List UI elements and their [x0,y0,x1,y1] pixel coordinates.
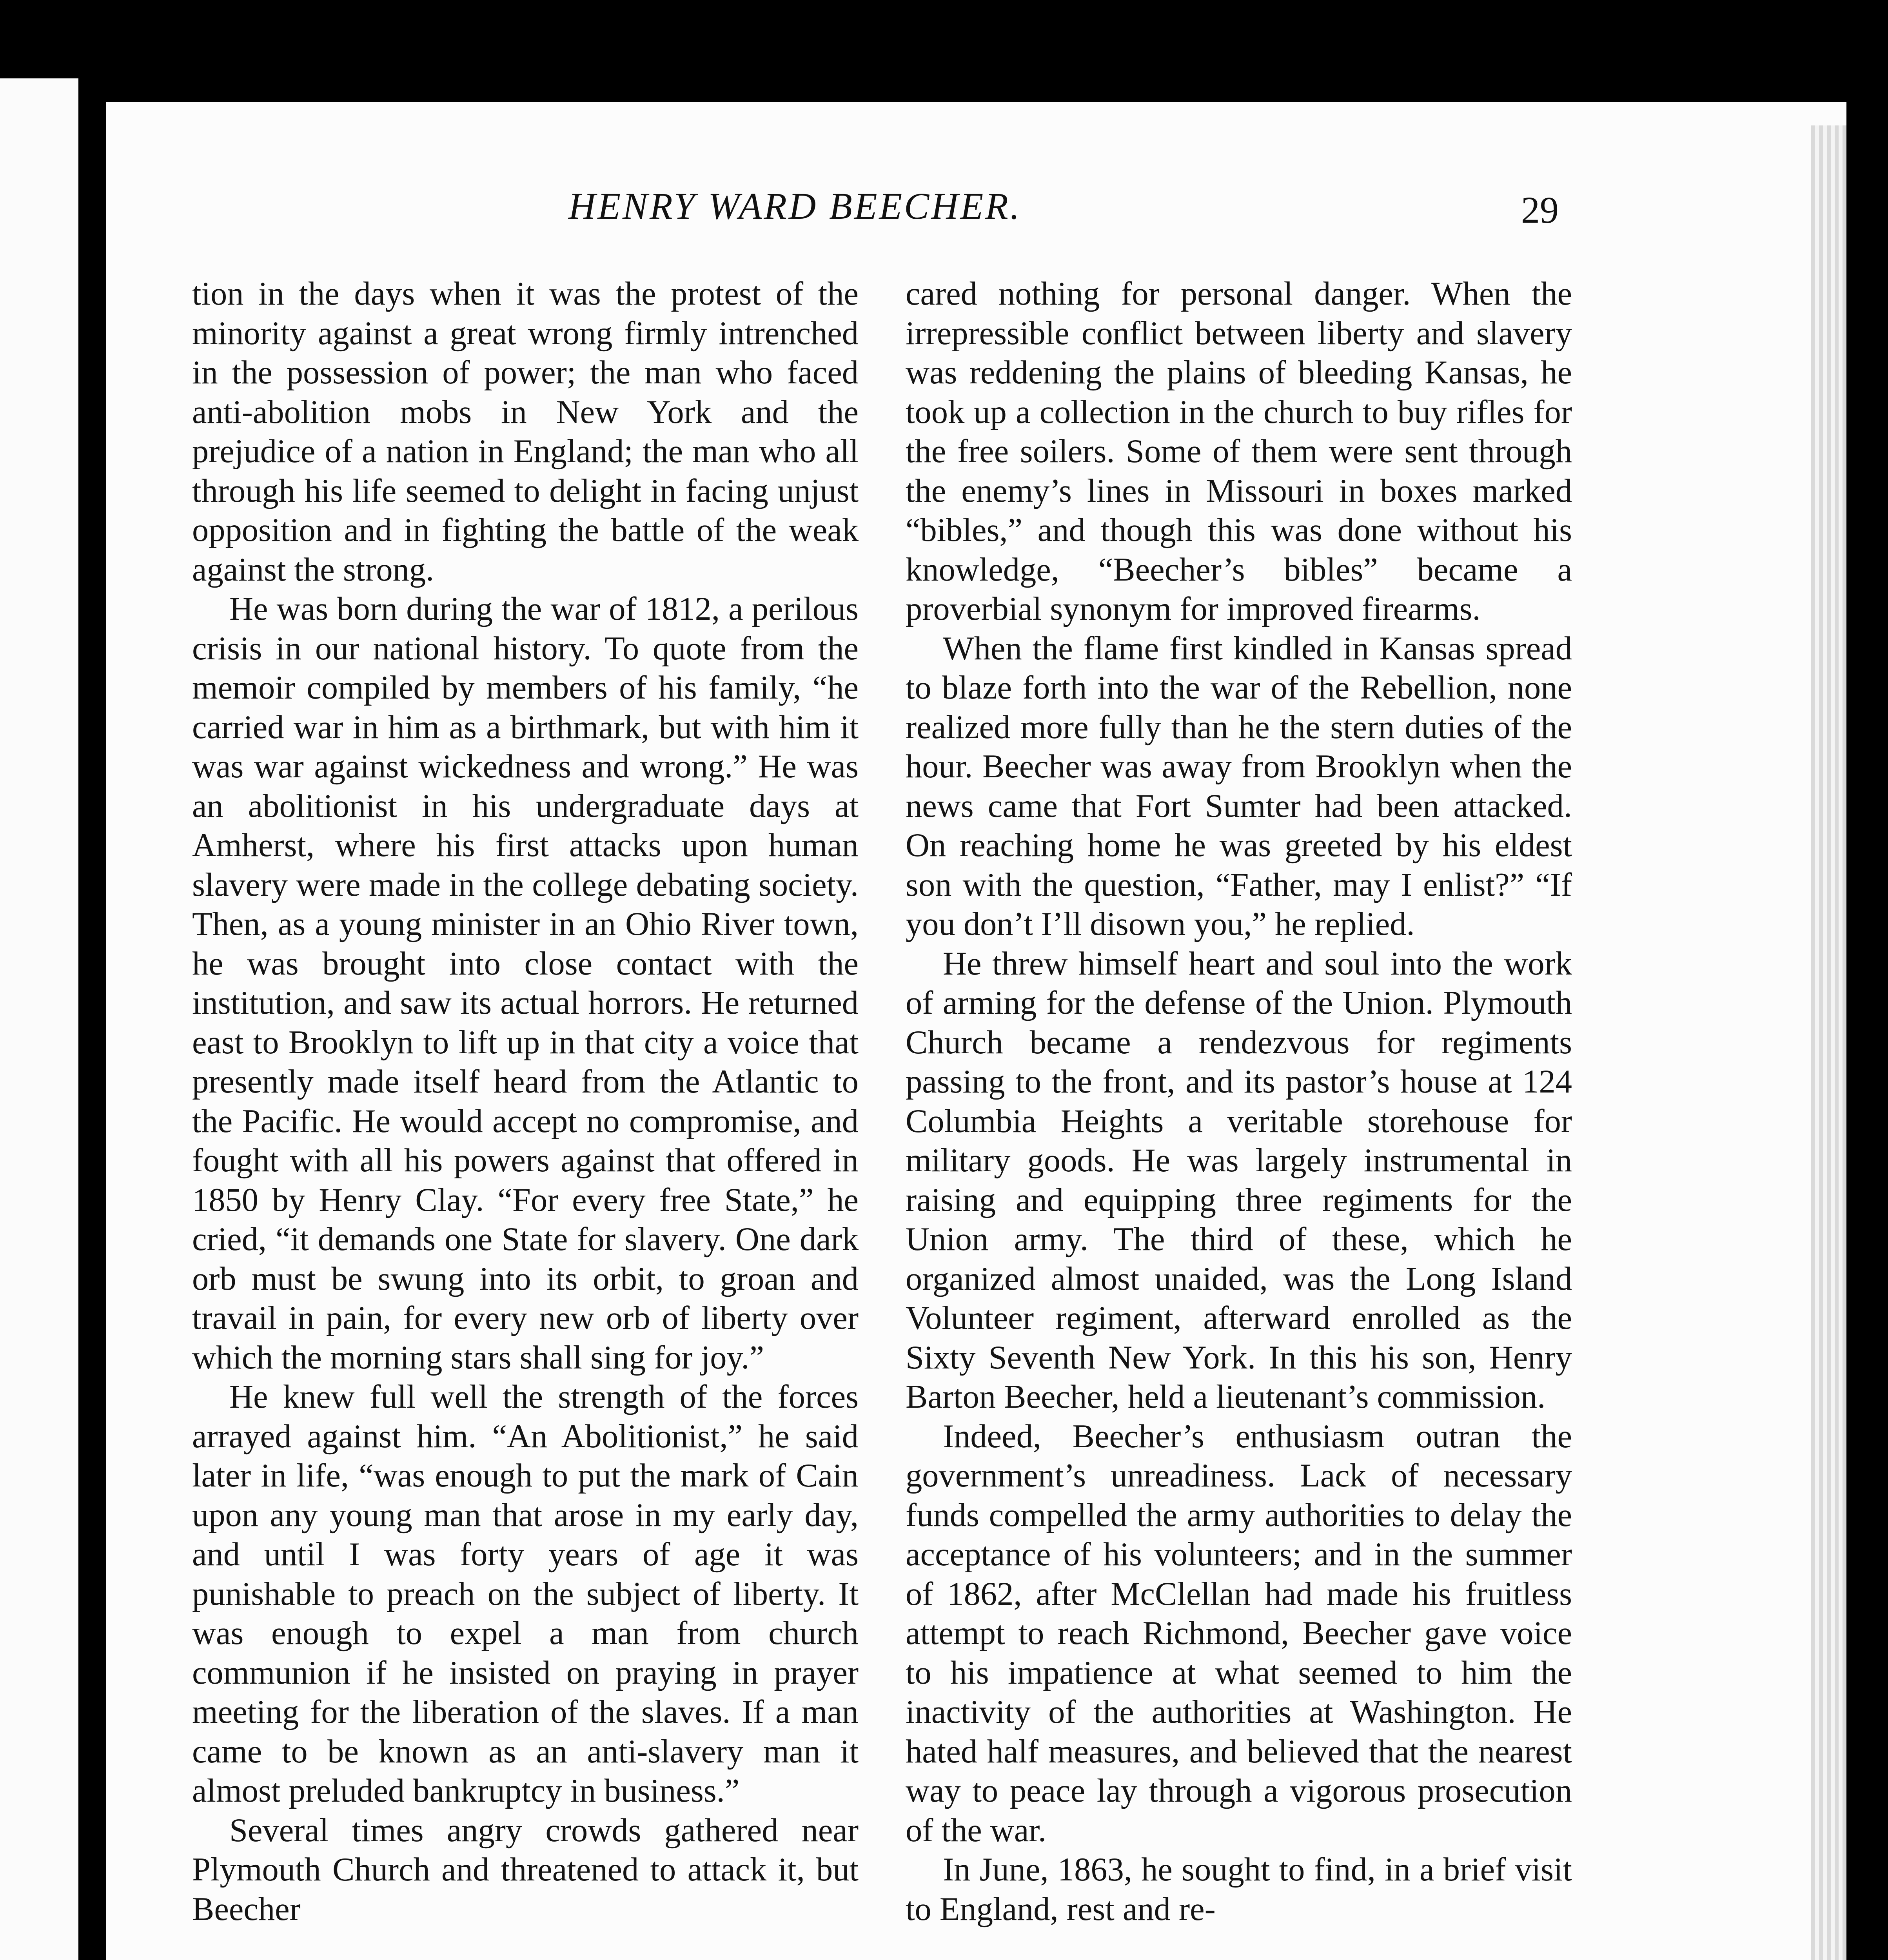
page-stack-edge [1811,125,1846,1960]
paragraph: tion in the days when it was the protest of the minority against a great wrong firmly intrenched in the possession of power; the man who faced anti-abolition mobs in New York and the prejudice of a nation in England; the man who all through his life seemed to delight in facing unjust opposition and in fighting the battle of the weak against the strong. [192,276,859,588]
paragraph: He was born during the war of 1812, a perilous crisis in our national history. To quote from the memoir compiled by members of his family, “he carried war in him as a birthmark, but with him it was war against wickedness and wrong.” He was an abolitionist in his undergraduate days at Amherst, where his first attacks upon human slavery were made in the college debating society. Then, as a young minister in an Ohio River town, he was brought into close contact with the institution, and saw its actual horrors. He returned east to Brooklyn to lift up in that city a voice that presently made itself heard from the Atlantic to the Pacific. He would accept no compromise, and fought with all his powers against that offered in 1850 by Henry Clay. “For every free State,” he cried, “it demands one State for slavery. One dark orb must be swung into its orbit, to groan and travail in pain, for every new orb of liberty over which the morning stars shall sing for joy.” [192,591,859,1376]
facing-page-edge [0,78,78,1960]
paragraph: When the flame first kindled in Kansas spread to blaze forth into the war of the Rebellion, none realized more fully than he the stern duties of the hour. Beecher was away from Brooklyn when the news came that Fort Sumter had been attacked. On reaching home he was greeted by his eldest son with the question, “Father, may I enlist?” “If you don’t I’ll disown you,” he replied. [906,630,1572,942]
paragraph: Several times angry crowds gathered near Plymouth Church and threatened to attack it, but Beecher [192,1812,859,1927]
paragraph: In June, 1863, he sought to find, in a brief visit to England, rest and re- [906,1851,1572,1927]
page-number: 29 [1521,189,1559,231]
text-column-right [906,274,1572,1929]
paragraph: He threw himself heart and soul into the work of arming for the defense of the Union. Plymouth Church became a rendezvous for regiments passing to the front, and its pastor’s house at 124 Columbia Heights a veritable storehouse for military goods. He was largely instrumental in raising and equipping three regiments for the Union army. The third of these, which he organized almost unaided, was the Long Island Volunteer regiment, afterward enrolled as the Sixty Seventh New York. In this his son, Henry Barton Beecher, held a lieutenant’s commission. [906,945,1572,1415]
running-head: HENRY WARD BEECHER. [568,185,1022,227]
paragraph: He knew full well the strength of the forces arrayed against him. “An Abolitionist,” he said later in life, “was enough to put the mark of Cain upon any young man that arose in my early day, and until I was forty years of age it was punishable to preach on the subject of liberty. It was enough to expel a man from church communion if he insisted on praying in prayer meeting for the liberation of the slaves. If a man came to be known as an anti-slavery man it almost preluded bankruptcy in business.” [192,1379,859,1809]
paragraph: Indeed, Beecher’s enthusiasm outran the government’s unreadiness. Lack of necessary funds compelled the army authorities to delay the acceptance of his volunteers; and in the summer of 1862, after McClellan had made his fruitless attempt to reach Richmond, Beecher gave voice to his impatience at what seemed to him the inactivity of the authorities at Washington. He hated half measures, and believed that the nearest way to peace lay through a vigorous prosecution of the war. [906,1418,1572,1849]
text-column-left [192,274,859,1929]
paragraph: cared nothing for personal danger. When the irrepressible conflict between liberty and slavery was reddening the plains of bleeding Kansas, he took up a collection in the church to buy rifles for the free soilers. Some of them were sent through the enemy’s lines in Missouri in boxes marked “bibles,” and though this was done without his knowledge, “Beecher’s bibles” became a proverbial synonym for improved firearms. [906,276,1572,627]
